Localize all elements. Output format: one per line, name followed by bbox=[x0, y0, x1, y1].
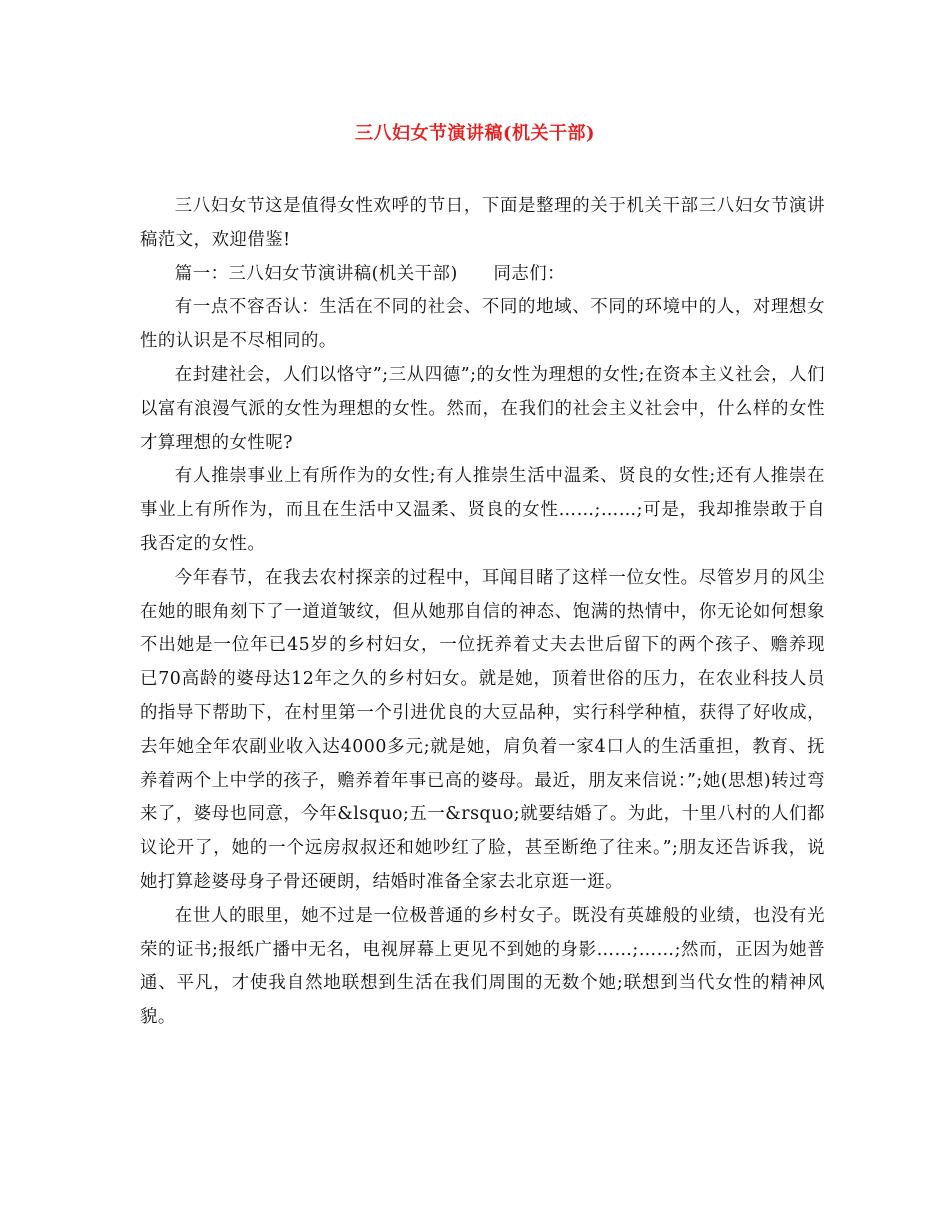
paragraph-2: 在封建社会，人们以恪守”;三从四德”;的女性为理想的女性;在资本主义社会，人们以富有浪漫气派的女性为理想的女性。然而，在我们的社会主义社会中，什么样的女性才算理想的女性呢? bbox=[140, 364, 825, 453]
paragraph-1: 有一点不容否认：生活在不同的社会、不同的地域、不同的环境中的人，对理想女性的认识是不尽相同的。 bbox=[140, 297, 825, 352]
paragraph-4: 今年春节，在我去农村探亲的过程中，耳闻目睹了这样一位女性。尽管岁月的风尘在她的眼角刻下了一道道皱纹，但从她那自信的神态、饱满的热情中，你无论如何想象不出她是一位年已45岁的乡村妇女，一位抚养着丈夫去世后留下的两个孩子、赡养现已70高龄的婆母达12年之久的乡村妇女。就是她，顶着世俗的压力，在农业科技人员的指导下帮助下，在村里第一个引进优良的大豆品种，实行科学种植，获得了好收成，去年她全年农副业收入达4000多元;就是她，肩负着一家4口人的生活重担，教育、抚养着两个上中学的孩子，赡养着年事已高的婆母。最近，朋友来信说：”;她(思想)转过弯来了，婆母也同意，今年&lsquo;五一&rsquo;就要结婚了。为此，十里八村的人们都议论开了，她的一个远房叔叔还和她吵红了脸，甚至断绝了往来。”;朋友还告诉我，说她打算趁婆母身子骨还硬朗，结婚时准备全家去北京逛一逛。 bbox=[140, 567, 825, 892]
paragraph-section-heading: 篇一：三八妇女节演讲稿(机关干部) 同志们： bbox=[174, 263, 566, 284]
document-body bbox=[140, 190, 825, 1035]
document-title: 三八妇女节演讲稿(机关干部) bbox=[354, 123, 596, 144]
paragraph-intro: 三八妇女节这是值得女性欢呼的节日，下面是整理的关于机关干部三八妇女节演讲稿范文，欢迎借鉴! bbox=[140, 196, 825, 250]
paragraph-3: 有人推崇事业上有所作为的女性;有人推崇生活中温柔、贤良的女性;还有人推崇在事业上有所作为，而且在生活中又温柔、贤良的女性……;……;可是，我却推崇敢于自我否定的女性。 bbox=[140, 466, 825, 554]
paragraph-5: 在世人的眼里，她不过是一位极普通的乡村女子。既没有英雄般的业绩，也没有光荣的证书;报纸广播中无名，电视屏幕上更见不到她的身影……;……;然而，正因为她普通、平凡，才使我自然地联想到生活在我们周围的无数个她;联想到当代女性的精神风貌。 bbox=[140, 905, 825, 1028]
